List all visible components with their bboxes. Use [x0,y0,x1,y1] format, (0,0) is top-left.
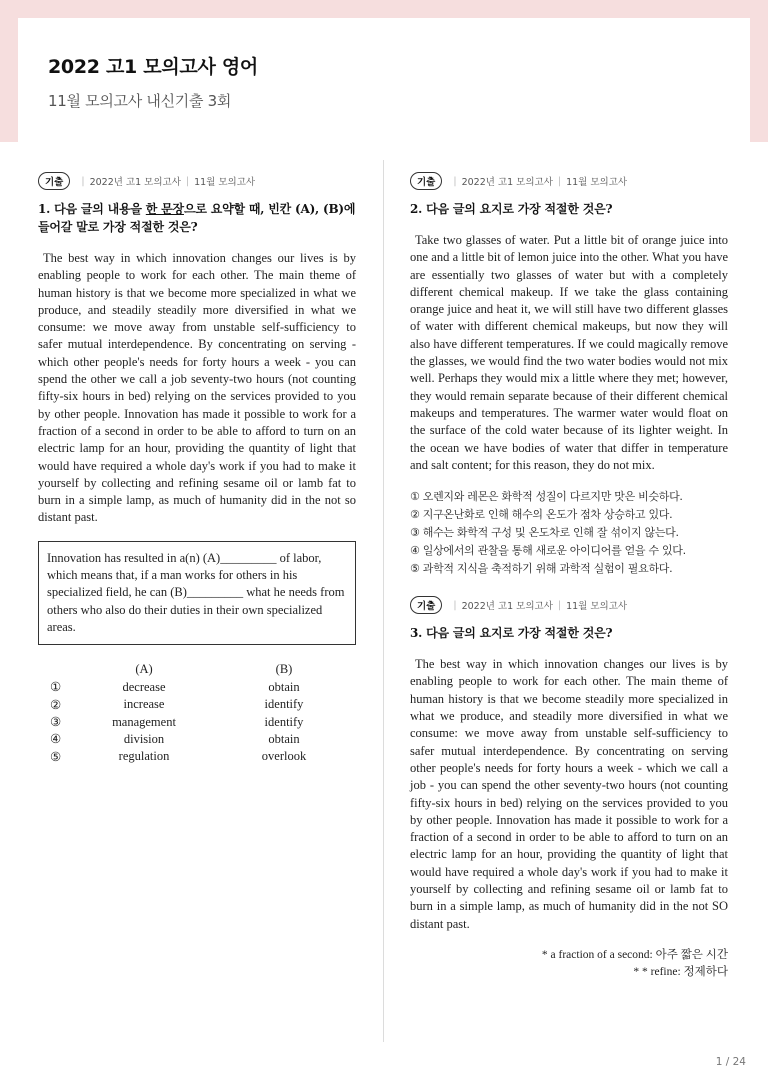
column-divider [383,160,384,1042]
question-1-source: 기출 | 2022년 고1 모의고사 | 11월 모의고사 [38,172,356,190]
right-column [410,172,728,981]
document-title: 2022 고1 모의고사 영어 [48,56,258,78]
choice-row: ② increase identify [50,697,304,712]
summary-box: Innovation has resulted in a(n) (A)_________ of labor, which means that, if a man works for others in his specialized field, he can (B)_________ what he needs from others who also do their duties in their own specialized areas. [38,541,356,645]
question-2-source: 기출 | 2022년 고1 모의고사 | 11월 모의고사 [410,172,728,190]
question-3-title: 3. 다음 글의 요지로 가장 적절한 것은? [410,626,613,641]
page-number: 1 / 24 [715,1056,746,1068]
option-item: ③ 해수는 화학적 구성 및 온도차로 인해 잘 섞이지 않는다. [410,526,679,540]
option-item: ② 지구온난화로 인해 해수의 온도가 점차 상승하고 있다. [410,508,673,522]
source-year: 2022년 고1 모의고사 [461,177,553,188]
source-tag: 기출 [410,172,442,190]
source-month: 11월 모의고사 [566,601,628,613]
question-2-title: 2. 다음 글의 요지로 가장 적절한 것은? [410,202,613,216]
question-1-title: 1. 다음 글의 내용을 한 문장으로 요약할 때, 빈칸 (A), (B)에 들어갈 말로 가장 적절한 것은? [38,202,356,234]
option-item: ① 오렌지와 레몬은 화학적 성질이 다르지만 맛은 비슷하다. [410,490,683,504]
source-year: 2022년 고1 모의고사 [89,177,181,188]
question-3 [410,596,728,981]
choice-header: (A) (B) [135,662,293,677]
option-item: ④ 일상에서의 관찰을 통해 새로운 아이디어를 얻을 수 있다. [410,544,686,558]
footnote: * * refine: 정제하다 [633,965,728,978]
question-3-source: 기출 | 2022년 고1 모의고사 | 11월 모의고사 [410,596,728,614]
choice-row: ④ division obtain [50,731,300,747]
choice-row: ③ management identify [50,714,304,730]
choice-row: ⑤ regulation overlook [50,749,307,764]
source-month: 11월 모의고사 [194,177,256,188]
source-tag: 기출 [410,596,442,614]
choice-row: ① decrease obtain [50,679,300,695]
header-card [18,18,750,142]
option-item: ⑤ 과학적 지식을 축적하기 위해 과학적 실험이 필요하다. [410,562,673,576]
left-column [38,172,356,766]
source-year: 2022년 고1 모의고사 [461,601,553,613]
answer-choices [38,661,356,765]
question-2-options [410,488,728,578]
footnote: * a fraction of a second: 아주 짧은 시간 [541,948,728,961]
question-3-passage: The best way in which innovation changes our lives is by enabling people to work for each other. The main theme of human history is that we become steadily more specialized in what we produce, and steadily more diversified in what we consume: we move away from unstable self-sufficiency to safer mutual interdependence. By concentrating on serving other people's needs for forty hours a week - which we call a job - you can spend the other seventy-two hours (not counting fifty-six hours in bed) relying on the services provided to you by other people. Innovation has made it possible to work for a fraction of a second in order to be able to afford to turn on an electric lamp for an hour, providing the quantity of light that would have required a whole day's work if you had to make it yourself by collecting and refining sesame oil or lamb fat to burn in a simple lamp, as much of humanity did in the not SO distant past. [410,657,728,931]
question-2-passage: Take two glasses of water. Put a little bit of orange juice into one and a little bit of lemon juice into the other. What you have are essentially two glasses of water but with a completely different chemical makeup. If we take the glass containing orange juice and heat it, we will still have two different glasses of water with different chemical makeups, but now they will also have different temperatures. If we could magically remove the glasses, we would find the two water bodies would not mix well. Perhaps they would mix a little where they met; however, they would remain separate because of their different chemical makeups and temperatures. The warmer water would float on the surface of the cold water because of its lighter weight. In the ocean we have bodies of water that differ in temperature and salt content; for this reason, they do not mix. [410,233,728,472]
source-tag: 기출 [38,172,70,190]
document-subtitle: 11월 모의고사 내신기출 3회 [48,92,232,110]
source-month: 11월 모의고사 [566,177,628,188]
question-1-passage: The best way in which innovation changes our lives is by enabling people to work for each other. The main theme of human history is that we become more specialized in what we produce, and steadily steadily more diversified in what we consume: we move away from unstable self-sufficiency to safer mutual interdependence. By concentrating on serving - which other people's needs for forty hours a week - you can spend the other we call a job seventy-two hours (not counting fifty-six hours in bed) relying on the services provided to you by other people. Innovation has made it possible to work for a fraction of a second in order to be able to afford to turn on an electric lamp for an hour, providing the quantity of light that would have required a whole day's work if you had to make it yourself by collecting and refining sesame oil or lamb fat to burn in a simple lamp, as much of humanity did in the not so distant past. [38,251,356,525]
footnotes [410,947,728,981]
